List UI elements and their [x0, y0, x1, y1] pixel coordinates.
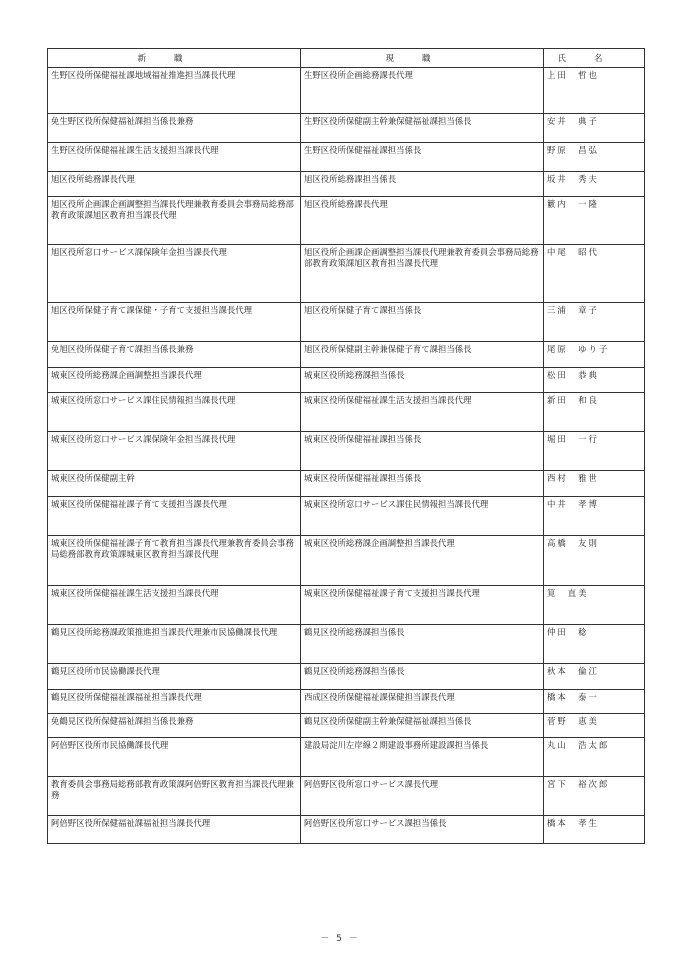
current-position-cell: 鶴見区役所総務課担当係長	[301, 625, 544, 664]
table-row	[48, 432, 645, 471]
table-row	[48, 497, 645, 536]
new-position-cell: 生野区役所保健福祉課生活支援担当課長代理	[48, 143, 301, 172]
table-row	[48, 342, 645, 368]
new-position-cell: 城東区役所保健福祉課生活支援担当課長代理	[48, 586, 301, 625]
current-position-cell: 建設局淀川左岸線２期建設事務所建設課担当係長	[301, 738, 544, 777]
new-position-cell: 旭区役所総務課長代理	[48, 172, 301, 197]
new-position-cell: 城東区役所保健副主幹	[48, 471, 301, 497]
page-number: － 5 －	[320, 934, 360, 944]
table-row	[48, 68, 645, 114]
current-position-cell: 旭区役所企画課企画調整担当課長代理兼教育委員会事務局総務部教育政策課旭区教育担当課長代理	[301, 245, 544, 303]
new-position-cell: 免生野区役所保健福祉課担当係長兼務	[48, 114, 301, 143]
current-position-cell: 鶴見区役所保健副主幹兼保健福祉課担当係長	[301, 714, 544, 738]
new-position-cell: 阿倍野区役所保健福祉課福祉担当課長代理	[48, 816, 301, 844]
current-position-cell: 生野区役所保健副主幹兼保健福祉課担当係長	[301, 114, 544, 143]
table-row	[48, 536, 645, 586]
table-row	[48, 625, 645, 664]
current-position-cell: 旭区役所保健子育て課担当係長	[301, 303, 544, 342]
person-name-cell: 秋本 倫江	[544, 664, 645, 690]
new-position-cell: 鶴見区役所市民協働課長代理	[48, 664, 301, 690]
new-position-cell: 旭区役所窓口サービス課保険年金担当課長代理	[48, 245, 301, 303]
person-name-cell: 仲田 稔	[544, 625, 645, 664]
header-new-position: 新職	[48, 49, 301, 68]
new-position-cell: 城東区役所保健福祉課子育て教育担当課長代理兼教育委員会事務局総務部教育政策課城東区教育担当課長代理	[48, 536, 301, 586]
person-name-cell: 坂井 秀夫	[544, 172, 645, 197]
current-position-cell: 阿倍野区役所窓口サービス課担当係長	[301, 816, 544, 844]
person-name-cell: 橋本 孝生	[544, 816, 645, 844]
table-row	[48, 690, 645, 714]
new-position-cell: 旭区役所保健子育て課保健・子育て支援担当課長代理	[48, 303, 301, 342]
new-position-cell: 城東区役所保健福祉課子育て支援担当課長代理	[48, 497, 301, 536]
person-name-cell: 新田 和良	[544, 393, 645, 432]
table-row	[48, 393, 645, 432]
header-name: 氏名	[544, 49, 645, 68]
person-name-cell: 尾原 ゆり子	[544, 342, 645, 368]
current-position-cell: 城東区役所総務課企画調整担当課長代理	[301, 536, 544, 586]
table-row	[48, 777, 645, 816]
new-position-cell: 城東区役所窓口サービス課住民情報担当課長代理	[48, 393, 301, 432]
new-position-cell: 教育委員会事務局総務部教育政策課阿倍野区教育担当課長代理兼務	[48, 777, 301, 816]
current-position-cell: 旭区役所総務課長代理	[301, 197, 544, 245]
person-name-cell: 高橋 友則	[544, 536, 645, 586]
new-position-cell: 免旭区役所保健子育て課担当係長兼務	[48, 342, 301, 368]
person-name-cell: 西村 雅世	[544, 471, 645, 497]
person-name-cell: 菅野 恵美	[544, 714, 645, 738]
current-position-cell: 阿倍野区役所窓口サービス課長代理	[301, 777, 544, 816]
person-name-cell: 籔内 一隆	[544, 197, 645, 245]
person-name-cell: 三浦 章子	[544, 303, 645, 342]
header-row	[48, 49, 645, 68]
new-position-cell: 旭区役所企画課企画調整担当課長代理兼教育委員会事務局総務部教育政策課旭区教育担当課長代理	[48, 197, 301, 245]
header-current-position: 現職	[301, 49, 544, 68]
person-name-cell: 宮下 裕次郎	[544, 777, 645, 816]
current-position-cell: 城東区役所保健福祉課担当係長	[301, 432, 544, 471]
table-row	[48, 586, 645, 625]
new-position-cell: 免鶴見区役所保健福祉課担当係長兼務	[48, 714, 301, 738]
person-name-cell: 上田 哲也	[544, 68, 645, 114]
new-position-cell: 生野区役所保健福祉課地域福祉推進担当課長代理	[48, 68, 301, 114]
person-name-cell: 堀田 一行	[544, 432, 645, 471]
current-position-cell: 城東区役所総務課担当係長	[301, 368, 544, 393]
new-position-cell: 阿倍野区役所市民協働課長代理	[48, 738, 301, 777]
personnel-table	[47, 48, 645, 844]
table-row	[48, 143, 645, 172]
table-row	[48, 471, 645, 497]
table-row	[48, 114, 645, 143]
person-name-cell: 橋本 泰一	[544, 690, 645, 714]
current-position-cell: 城東区役所保健福祉課子育て支援担当課長代理	[301, 586, 544, 625]
current-position-cell: 城東区役所窓口サービス課住民情報担当課長代理	[301, 497, 544, 536]
current-position-cell: 西成区役所保健福祉課保健担当課長代理	[301, 690, 544, 714]
table-row	[48, 245, 645, 303]
person-name-cell: 中尾 昭代	[544, 245, 645, 303]
new-position-cell: 鶴見区役所総務課政策推進担当課長代理兼市民協働課長代理	[48, 625, 301, 664]
person-name-cell: 筧 直美	[544, 586, 645, 625]
current-position-cell: 旭区役所総務課担当係長	[301, 172, 544, 197]
current-position-cell: 生野区役所企画総務課長代理	[301, 68, 544, 114]
current-position-cell: 城東区役所保健福祉課担当係長	[301, 471, 544, 497]
new-position-cell: 城東区役所窓口サービス課保険年金担当課長代理	[48, 432, 301, 471]
table-row	[48, 303, 645, 342]
person-name-cell: 丸山 浩太郎	[544, 738, 645, 777]
current-position-cell: 鶴見区役所総務課担当係長	[301, 664, 544, 690]
current-position-cell: 旭区役所保健副主幹兼保健子育て課担当係長	[301, 342, 544, 368]
person-name-cell: 野原 昌弘	[544, 143, 645, 172]
table-row	[48, 664, 645, 690]
table-row	[48, 738, 645, 777]
current-position-cell: 城東区役所保健福祉課生活支援担当課長代理	[301, 393, 544, 432]
table-row	[48, 714, 645, 738]
table-row	[48, 816, 645, 844]
table-row	[48, 172, 645, 197]
table-row	[48, 368, 645, 393]
person-name-cell: 中井 孝博	[544, 497, 645, 536]
current-position-cell: 生野区役所保健福祉課担当係長	[301, 143, 544, 172]
new-position-cell: 城東区役所総務課企画調整担当課長代理	[48, 368, 301, 393]
person-name-cell: 松田 恭典	[544, 368, 645, 393]
person-name-cell: 安井 典子	[544, 114, 645, 143]
table-row	[48, 197, 645, 245]
new-position-cell: 鶴見区役所保健福祉課福祉担当課長代理	[48, 690, 301, 714]
